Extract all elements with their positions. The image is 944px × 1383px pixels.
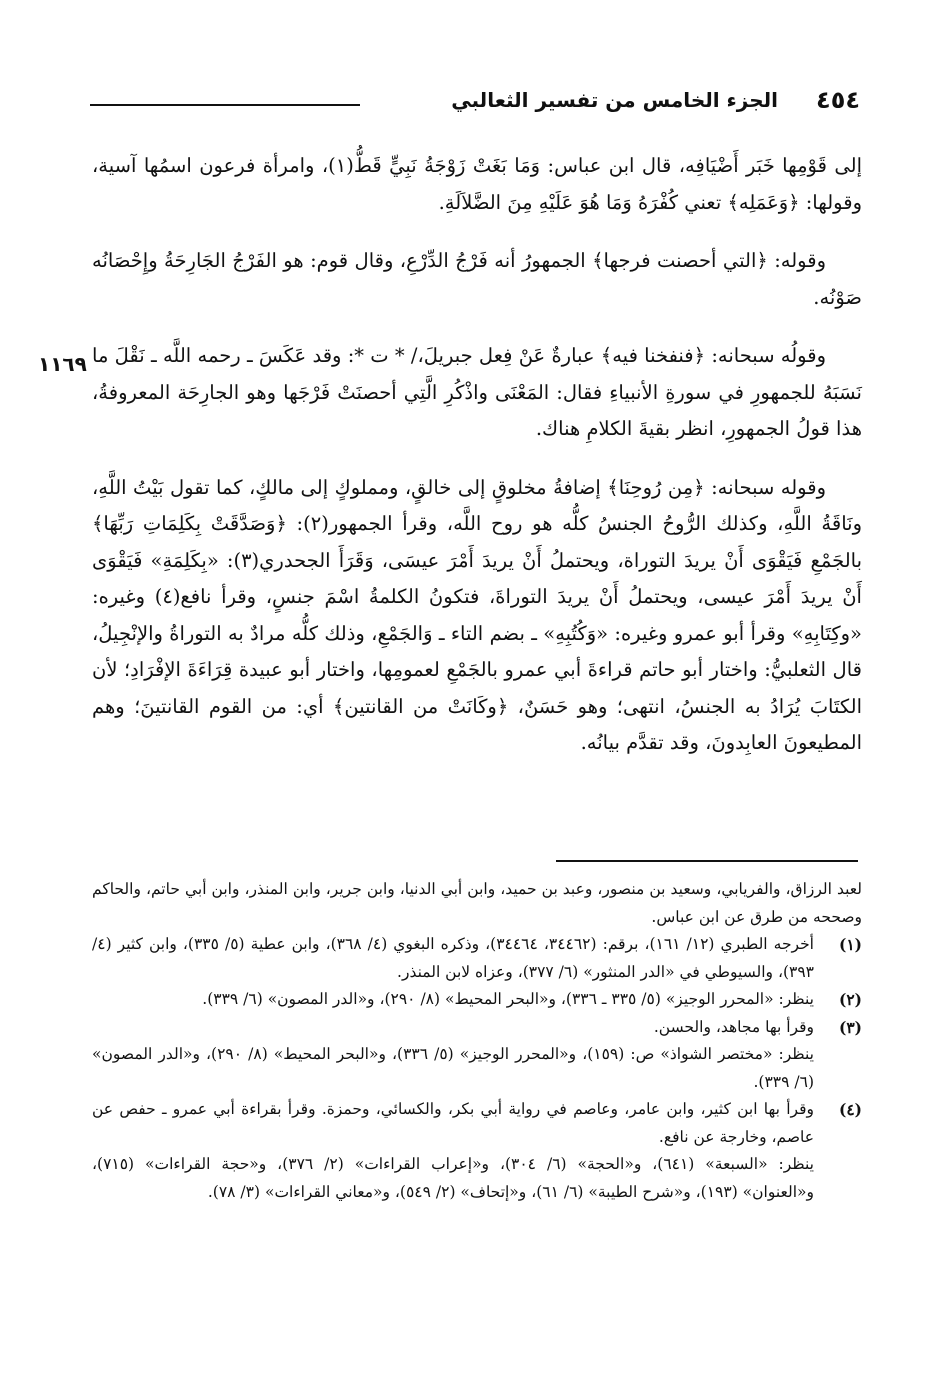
footnote: [92, 986, 862, 1014]
paragraph: إلى قَوْمِها خَبَر أَضْيَافِه، قال ابن عباس: وَمَا بَغَتْ زَوْجَةُ نَبِيٍّ قَطُّ(١)، وامرأة فرعون اسمُها آسية، وقولها: ﴿وَعَمَلِه﴾ تعني كُفْرَهُ وَمَا هُوَ عَلَيْهِ مِنَ الضَّلاَلَةِ.: [92, 154, 862, 214]
footnote-number: (٣): [838, 1017, 862, 1037]
header-rule: [90, 104, 360, 106]
footnote-text: أخرجه الطبري (١٢/ ١٦١)، برقم: (٣٤٤٦٢، ٣٤٤٦٤)، وذكره البغوي (٤/ ٣٦٨)، وابن عطية (٥/ ٣٣٥)، وابن كثير (٤/ ٣٩٣)، والسيوطي في «الدر المنثور» (٦/ ٣٧٧)، وعزاه لابن المنذر.: [92, 935, 814, 981]
footnote: [92, 931, 862, 986]
footnote: [92, 1096, 862, 1151]
footnote: [92, 1014, 862, 1042]
footnote-separator: [556, 860, 858, 862]
footnotes: [92, 876, 862, 1206]
running-title: الجزء الخامس من تفسير الثعالبي: [451, 88, 778, 112]
footnote-continuation: ينظر: «مختصر الشواذ» ص: (١٥٩)، و«المحرر الوجيز» (٥/ ٣٣٦)، و«البحر المحيط» (٨/ ٢٩٠)، و«الدر المصون» (٦/ ٣٣٩).: [92, 1045, 814, 1091]
footnote-text: وقرأ بها ابن كثير، وابن عامر، وعاصم في رواية أبي بكر، والكسائي، وحمزة. وقرأ بقراءة أبي عمرو ـ حفص عن عاصم، وخارجة عن نافع.: [92, 1100, 814, 1146]
footnote-text: وقرأ بها مجاهد، والحسن.: [653, 1017, 814, 1036]
paragraph: وقولُه سبحانه: ﴿فنفخنا فيه﴾ عبارةٌ عَنْ فِعل جبريلَ،/ * ت *: وقد عَكَسَ ـ رحمه اللَّه ـ نَقْلَ ما نَسَبَهُ للجمهورِ في سورةِ الأنبياءِ فقال: المَعْنَى واذْكُرِ الَّتِي أحصنَتْ فَرْجَها وهو الجارِحَة المعروفةُ، هذا قولُ الجمهورِ، انظر بقيةَ الكلامِ هناك.: [92, 344, 862, 440]
footnote-number: (١): [838, 935, 862, 954]
page-header: [90, 86, 860, 120]
paragraph: وقوله: ﴿التي أحصنت فرجها﴾ الجمهورُ أنه فَرْجُ الدِّرْعِ، وقال قوم: هو الفَرْجُ الجَارِحَةُ وإِحْصَانُه صَوْنُه.: [92, 249, 862, 309]
footnote-text: ينظر: «المحرر الوجيز» (٥/ ٣٣٥ ـ ٣٣٦)، و«البحر المحيط» (٨/ ٢٩٠)، و«الدر المصون» (٦/ ٣٣٩).: [202, 990, 814, 1008]
page-number: ٤٥٤: [816, 86, 860, 114]
footnote-carryover: لعبد الرزاق، والفريابي، وسعيد بن منصور، وعبد بن حميد، وابن أبي الدنيا، وابن جرير، وابن المنذر، وابن أبي حاتم، والحاكم وصححه من طرق عن ابن عباس.: [92, 880, 862, 926]
footnote-number: (٢): [838, 990, 862, 1009]
footnote-continuation: ينظر: «السبعة» (٦٤١)، و«الحجة» (٦/ ٣٠٤)، و«إعراب القراءات» (٢/ ٣٧٦)، و«حجة القراءات» (٧١٥)، و«العنوان» (١٩٣)، و«شرح الطيبة» (٦/ ٦١)، و«إتحاف» (٢/ ٥٤٩)، و«معاني القراءات» (٣/ ٧٨).: [92, 1155, 814, 1201]
footnote-number: (٤): [838, 1100, 862, 1119]
paragraph: وقوله سبحانه: ﴿مِن رُوحِنَا﴾ إضافةُ مخلوقٍ إلى خالقٍ، ومملوكٍ إلى مالكٍ، كما تقول بَيْتُ اللَّهِ، ونَاقَةُ اللَّهِ، وكذلك الرُّوحُ الجنسُ كلُّه هو روح اللَّه، وقرأ الجمهور(٢): ﴿وَصَدَّقَتْ بِكَلِمَاتِ رَبِّهَا﴾ بالجَمْعِ فَيَقْوَى أَنْ يريدَ التوراة، ويحتملُ أَنْ يريدَ أَمْرَ عيسَى، وَقَرَأَ الجحدري(٣): «بِكَلِمَةِ» فَيَقْوَى أَنْ يريدَ أَمْرَ عيسى، ويحتملُ أَنْ يريدَ التوراةَ، فتكونُ الكلمةُ اسْمَ جنسٍ، وقرأ نافع(٤) وغيره: «وكِتَابِهِ» وقرأ أبو عمرو وغيره: «وَكُتُبِهِ» ـ بضم التاء ـ وَالجَمْعِ، وذلك كلُّه مرادٌ به التوراةُ والإنْجِيلُ، قال الثعلبيُّ: واختار أبو حاتم قراءةَ أبي عمرو بالجَمْعِ لعمومِها، واختار أبو عبيدة قِرَاءَةَ الإفْرَادِ؛ لأن الكتَابَ يُرَادُ به الجنسُ، انتهى؛ وهو حَسَنٌ، ﴿وكَانَتْ من القانتين﴾ أي: من القوم القانتينَ؛ وهم المطيعونَ العابِدونَ، وقد تقدَّم بيانُه.: [92, 475, 862, 754]
marginal-number: ١١٦٩: [38, 352, 87, 376]
main-text: [92, 148, 862, 784]
